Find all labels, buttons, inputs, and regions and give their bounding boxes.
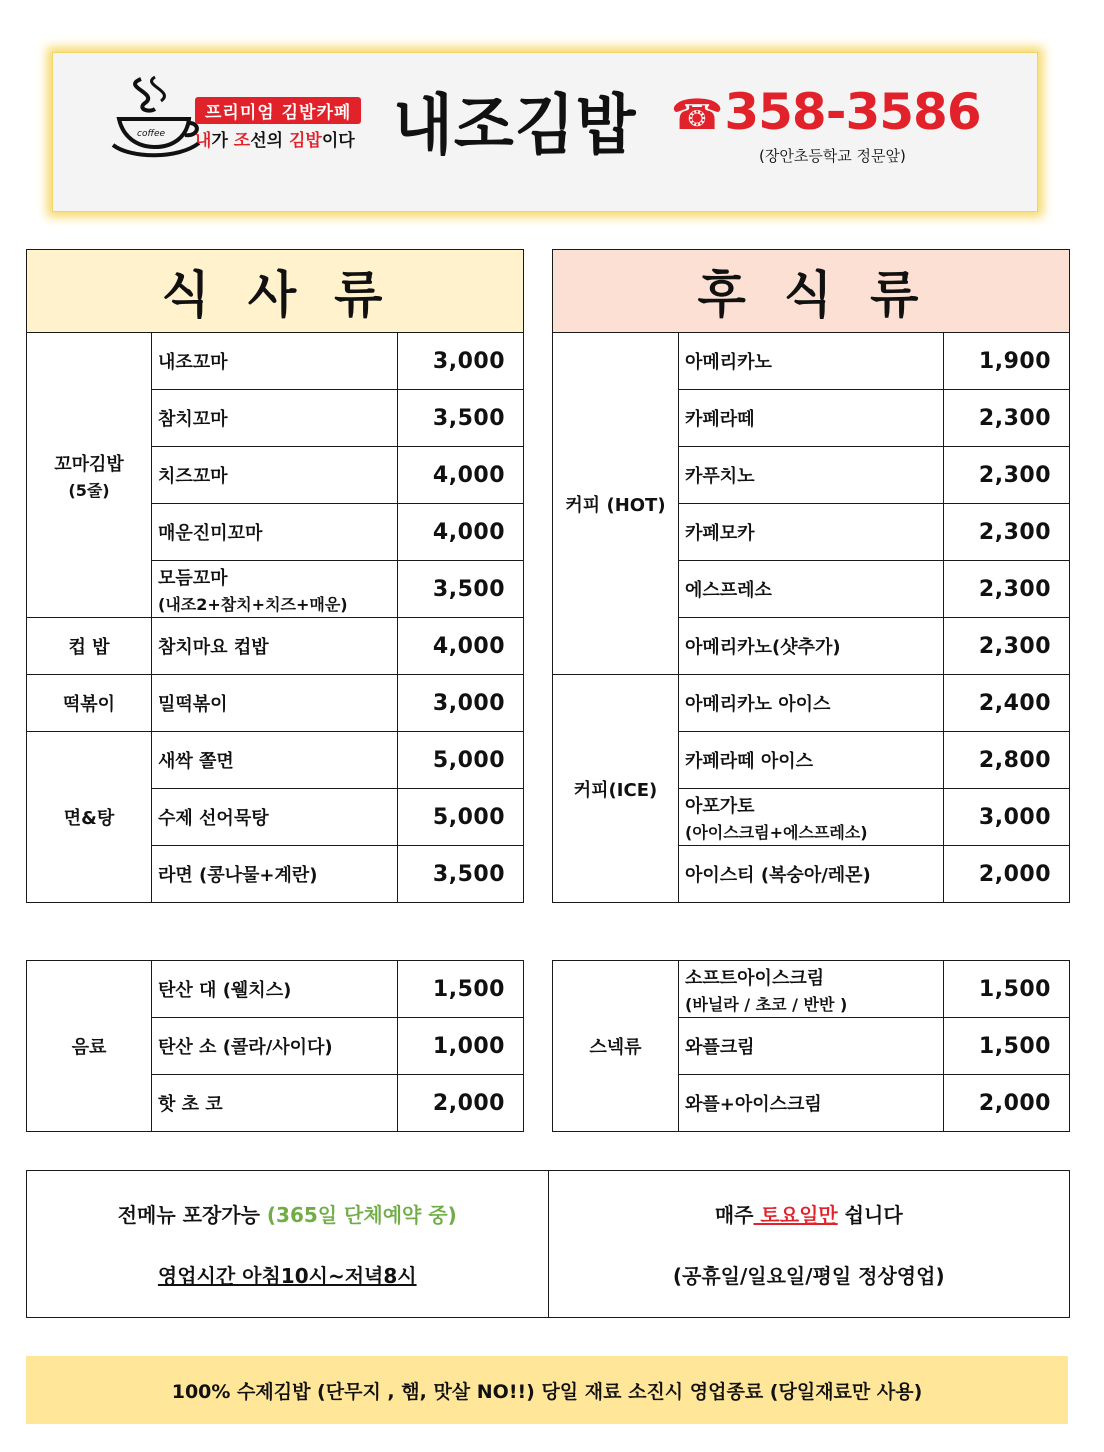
meal-menu-table: [26, 249, 524, 903]
menu-item-name: 카페라떼 아이스: [679, 732, 944, 789]
menu-item-price: 2,000: [944, 846, 1070, 903]
menu-item-name: 에스프레소: [679, 561, 944, 618]
menu-item-price: 3,500: [398, 390, 524, 447]
menu-item-name: 아메리카노: [679, 333, 944, 390]
menu-item-price: 4,000: [398, 504, 524, 561]
menu-item-price: 2,400: [944, 675, 1070, 732]
dessert-menu-table: [552, 249, 1070, 903]
menu-item-name: 참치꼬마: [152, 390, 398, 447]
menu-item-name: 탄산 소 (콜라/사이다): [152, 1018, 398, 1075]
menu-item-price: 2,000: [944, 1075, 1070, 1132]
menu-item-price: 2,300: [944, 618, 1070, 675]
drinks-table: [26, 960, 524, 1132]
header-banner: [52, 52, 1038, 212]
menu-item-name: 새싹 쫄면: [152, 732, 398, 789]
open-days-notice: (공휴일/일요일/평일 정상영업): [672, 1264, 945, 1288]
menu-item-name: 치즈꼬마: [152, 447, 398, 504]
menu-item-price: 3,000: [944, 789, 1070, 846]
dessert-menu-title: 후식류: [553, 250, 1070, 333]
menu-item-price: 2,800: [944, 732, 1070, 789]
menu-item-name: 라면 (콩나물+계란): [152, 846, 398, 903]
menu-item-name: 핫 초 코: [152, 1075, 398, 1132]
category-cupbap: 컵 밥: [27, 618, 152, 675]
menu-item-price: 2,300: [944, 447, 1070, 504]
menu-item-name: 와플+아이스크림: [679, 1075, 944, 1132]
menu-item-name: 모듬꼬마 (내조2+참치+치즈+매운): [152, 561, 398, 618]
notice-right: [549, 1171, 1070, 1317]
menu-item-name: 와플크림: [679, 1018, 944, 1075]
brand-name: 내조김밥: [393, 86, 637, 164]
menu-item-name: 카푸치노: [679, 447, 944, 504]
cup-label: coffee: [137, 129, 166, 139]
menu-item-price: 2,300: [944, 390, 1070, 447]
menu-item-price: 1,500: [944, 1018, 1070, 1075]
notice-left: [27, 1171, 549, 1317]
category-coffee-ice: 커피(ICE): [553, 675, 679, 903]
menu-item-name: 소프트아이스크림 (바닐라 / 초코 / 반반 ): [679, 961, 944, 1018]
menu-item-price: 1,500: [944, 961, 1070, 1018]
footer-notice: 100% 수제김밥 (단무지 , 햄, 맛살 NO!!) 당일 재료 소진시 영업종료 (당일재료만 사용): [26, 1356, 1068, 1424]
menu-item-name: 탄산 대 (웰치스): [152, 961, 398, 1018]
closed-day-notice: 매주 토요일만 쉽니다: [714, 1203, 903, 1227]
tagline-sub: 내가 조선의 김밥이다: [195, 131, 355, 151]
menu-item-price: 5,000: [398, 789, 524, 846]
menu-item-price: 1,000: [398, 1018, 524, 1075]
meal-menu-title: 식사류: [27, 250, 524, 333]
tagline-badge: 프리미엄 김밥카페: [195, 97, 361, 124]
menu-item-name: 밀떡볶이: [152, 675, 398, 732]
business-hours: 영업시간 아침10시~저녁8시: [157, 1264, 417, 1288]
menu-item-name: 내조꼬마: [152, 333, 398, 390]
menu-item-price: 1,500: [398, 961, 524, 1018]
menu-item-name: 아포가토 (아이스크림+에스프레소): [679, 789, 944, 846]
menu-item-price: 3,000: [398, 333, 524, 390]
menu-item-name: 아메리카노(샷추가): [679, 618, 944, 675]
menu-item-name: 매운진미꼬마: [152, 504, 398, 561]
menu-item-price: 3,000: [398, 675, 524, 732]
menu-item-price: 3,500: [398, 846, 524, 903]
menu-item-name: 카페모카: [679, 504, 944, 561]
phone-number[interactable]: [671, 83, 981, 141]
menu-item-name: 수제 선어묵탕: [152, 789, 398, 846]
category-snacks: 스넥류: [553, 961, 679, 1132]
phone-number-text: 358-3586: [724, 83, 981, 141]
category-kkoma: 꼬마김밥 (5줄): [27, 333, 152, 618]
category-coffee-hot: 커피 (HOT): [553, 333, 679, 675]
tagline: [195, 97, 361, 151]
menu-item-price: 2,300: [944, 504, 1070, 561]
category-noodles: 면&탕: [27, 732, 152, 903]
menu-item-price: 4,000: [398, 618, 524, 675]
menu-item-price: 2,300: [944, 561, 1070, 618]
category-drinks: 음료: [27, 961, 152, 1132]
menu-item-name: 아메리카노 아이스: [679, 675, 944, 732]
menu-item-price: 3,500: [398, 561, 524, 618]
category-tteokbokki: 떡볶이: [27, 675, 152, 732]
location-text: (장안초등학교 정문앞): [759, 147, 906, 165]
coffee-cup-icon: [111, 73, 201, 159]
menu-item-price: 5,000: [398, 732, 524, 789]
menu-item-name: 카페라떼: [679, 390, 944, 447]
notice-box: [26, 1170, 1070, 1318]
menu-item-name: 참치마요 컵밥: [152, 618, 398, 675]
takeout-notice: 전메뉴 포장가능 (365일 단체예약 중): [117, 1203, 457, 1227]
menu-item-price: 2,000: [398, 1075, 524, 1132]
telephone-icon: ☎: [671, 90, 723, 139]
menu-item-price: 1,900: [944, 333, 1070, 390]
snacks-table: [552, 960, 1070, 1132]
menu-item-name: 아이스티 (복숭아/레몬): [679, 846, 944, 903]
menu-item-price: 4,000: [398, 447, 524, 504]
